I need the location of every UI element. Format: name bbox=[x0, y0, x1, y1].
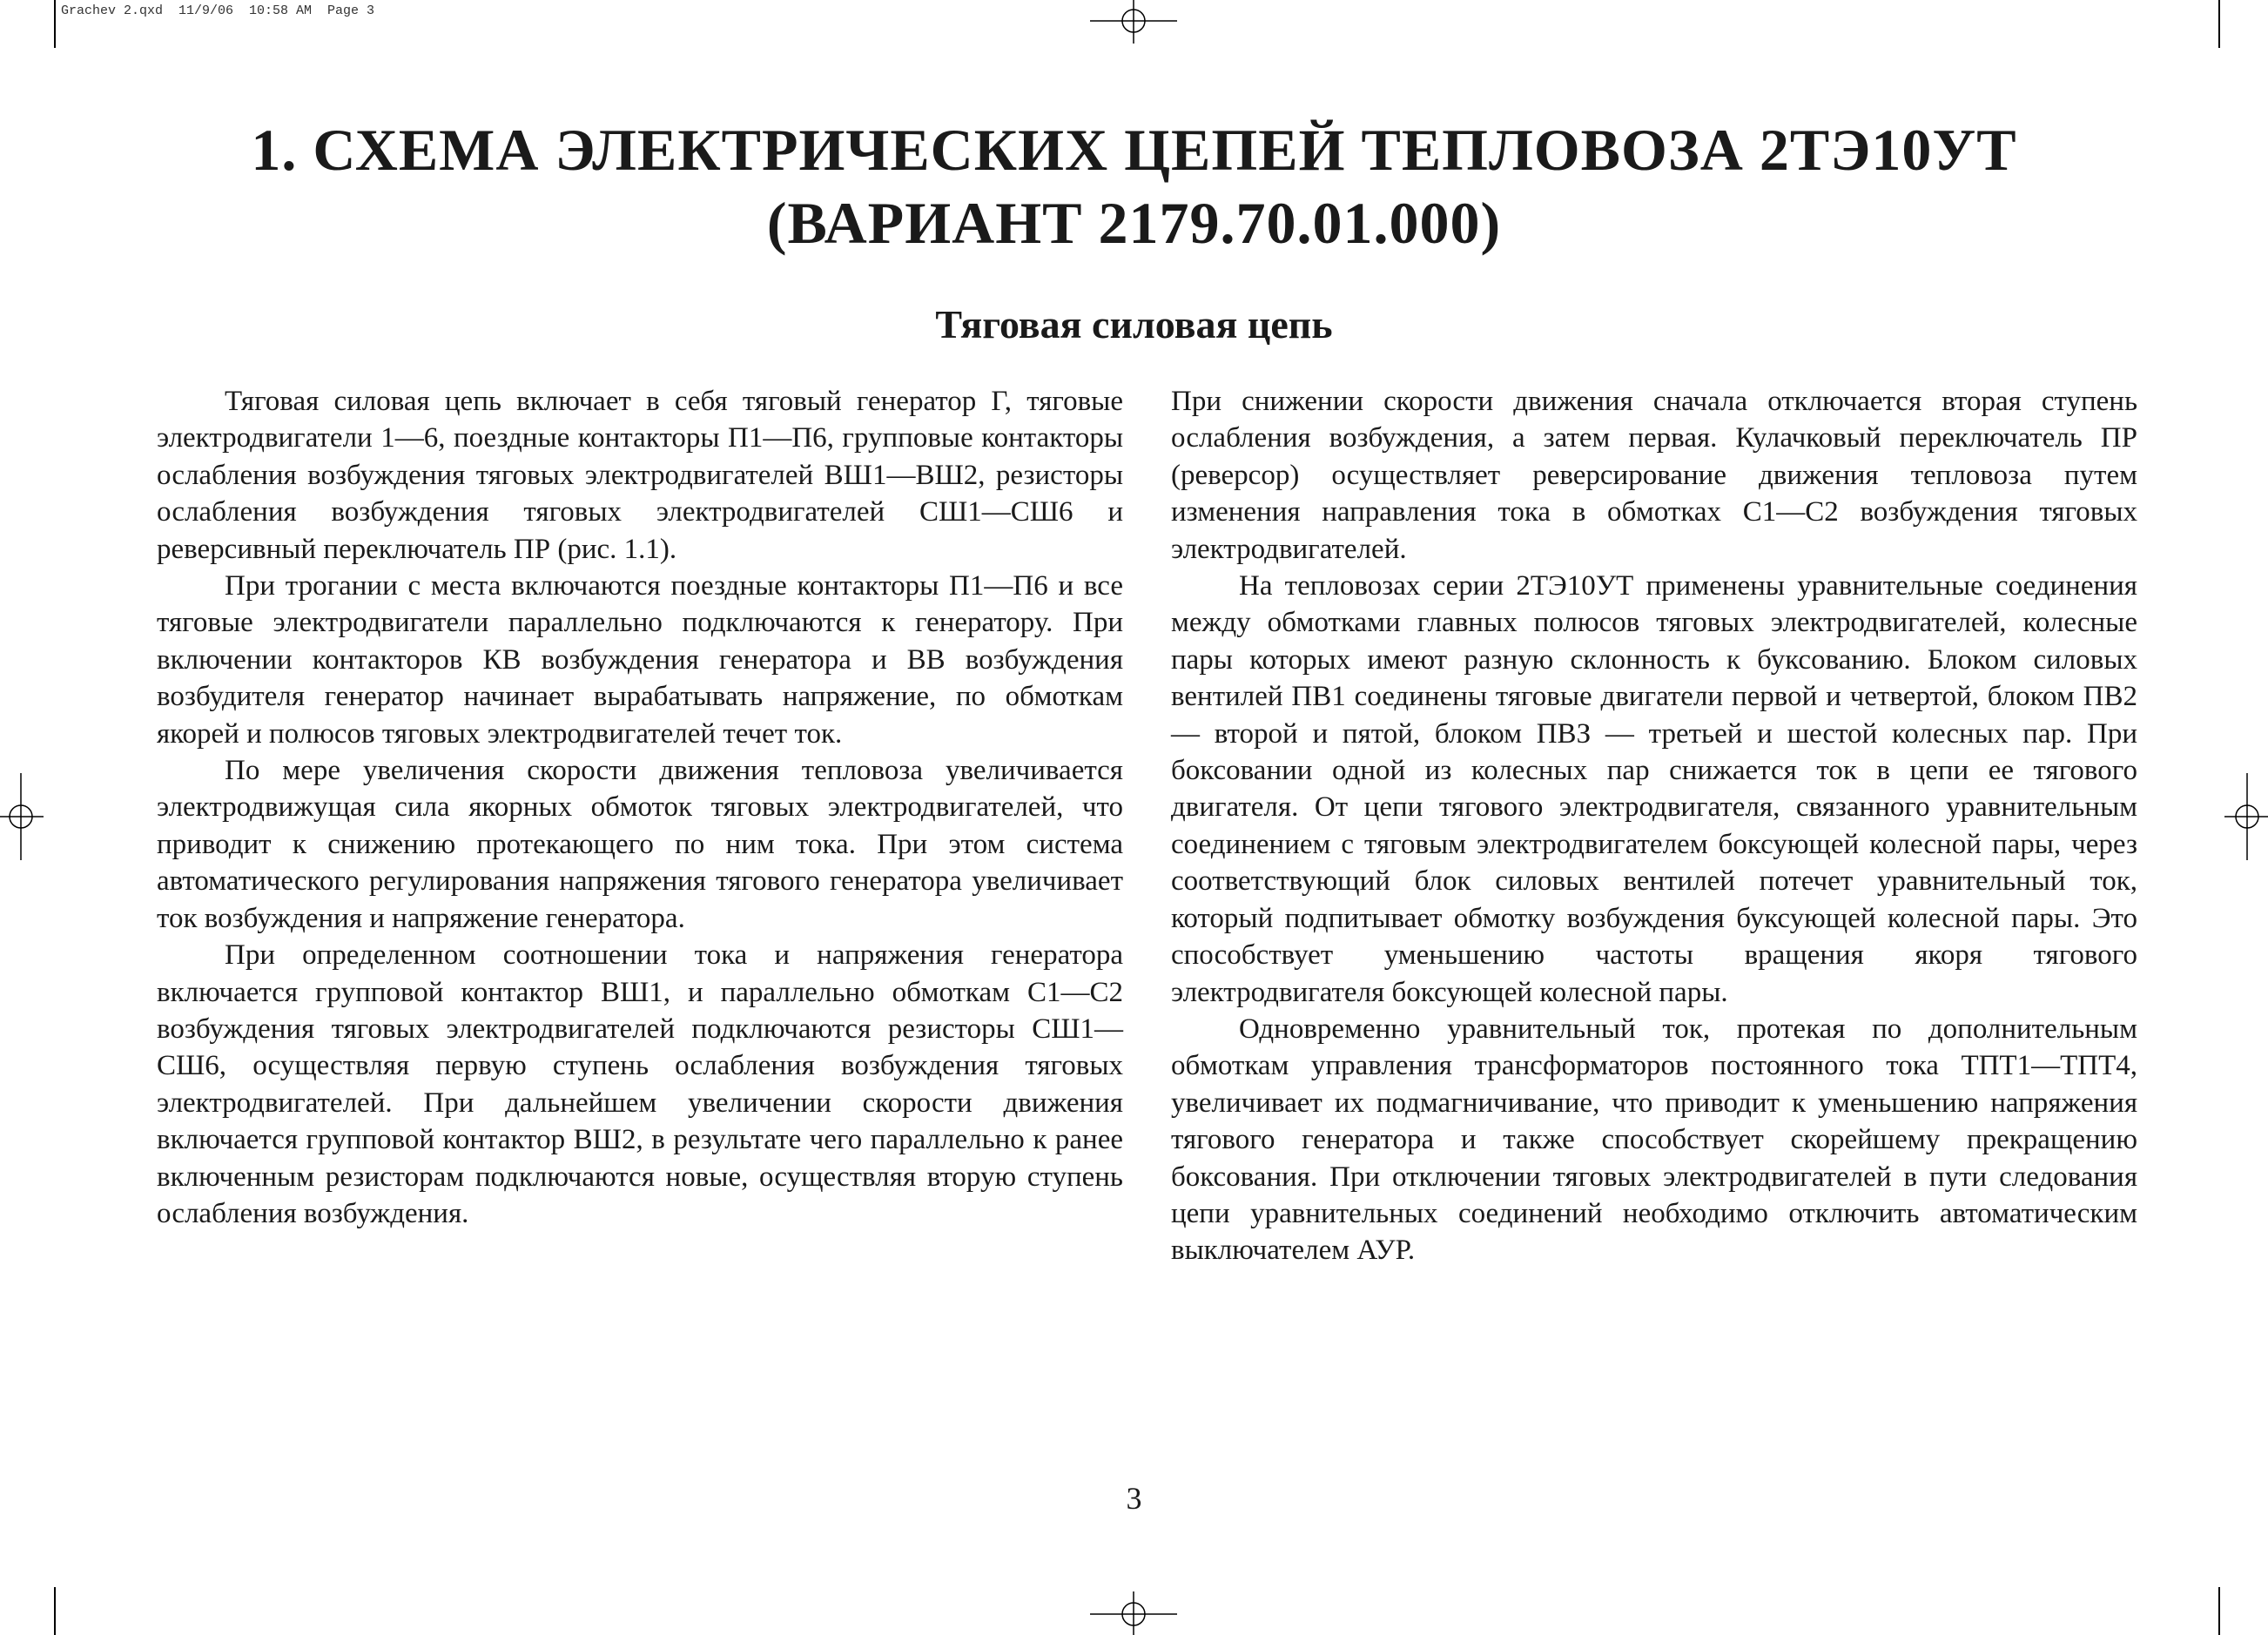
registration-mark-top-icon bbox=[1090, 0, 1177, 44]
registration-mark-right-icon bbox=[2224, 773, 2268, 860]
crop-mark-top-right bbox=[2218, 0, 2220, 48]
paragraph: По мере увеличения скорости движения тепловоза увеличивается электродвижущая сила якорных обмоток тяговых электродвигателей, что приводит к снижению протекающего по ним тока. При этом система автоматического регулирования напряжения тягового генератора увеличивает ток возбуждения и напряжение генератора. bbox=[157, 755, 1123, 934]
left-text-column bbox=[157, 383, 1123, 1232]
chapter-title bbox=[0, 113, 2268, 259]
crop-mark-top-left bbox=[54, 0, 56, 48]
right-text-column bbox=[1171, 383, 2137, 1269]
paragraph: Одновременно уравнительный ток, протекая по дополнительным обмоткам управления трансформаторов постоянного тока ТПТ1—ТПТ4, увеличивает их подмагничивание, что приводит к уменьшению напряжения тягового генератора и также способствует скорейшему прекращению боксования. При отключении тяговых электродвигателей в пути следования цепи уравнительных соединений необходимо отключить автоматическим выключателем АУР. bbox=[1171, 1013, 2137, 1267]
section-title: Тяговая силовая цепь bbox=[935, 302, 1333, 347]
chapter-title-line-1: 1. СХЕМА ЭЛЕКТРИЧЕСКИХ ЦЕПЕЙ ТЕПЛОВОЗА 2ТЭ10УТ bbox=[251, 117, 2017, 183]
chapter-title-line-2: (ВАРИАНТ 2179.70.01.000) bbox=[766, 190, 1502, 256]
registration-mark-left-icon bbox=[0, 773, 44, 860]
print-slug: Grachev 2.qxd 11/9/06 10:58 AM Page 3 bbox=[61, 3, 375, 18]
crop-mark-bottom-right bbox=[2218, 1587, 2220, 1635]
paragraph: На тепловозах серии 2ТЭ10УТ применены уравнительные соединения между обмотками главных полюсов тяговых электродвигателей, колесные пары которых имеют разную склонность к буксованию. Блоком силовых вентилей ПВ1 соединены тяговые двигатели первой и четвертой, блоком ПВ2 — второй и пятой, блоком ПВЗ — третьей и шестой колесных пар. При боксовании одной из колесных пар снижается ток в цепи ее тягового двигателя. От цепи тягового электродвигателя, связанного уравнительным соединением с тяговым электродвигателем боксующей колесной пары, через соответствующий блок силовых вентилей потечет уравнительный ток, который подпитывает обмотку возбуждения буксующей колесной пары. Это способствует уменьшению частоты вращения якоря тягового электродвигателя боксующей колесной пары. bbox=[1171, 570, 2137, 1008]
paragraph: При определенном соотношении тока и напряжения генератора включается групповой контактор ВШ1, и параллельно обмоткам С1—С2 возбуждения тяговых электродвигателей подключаются резисторы СШ1—СШ6, осуществляя первую ступень ослабления возбуждения тяговых электродвигателей. При дальнейшем увеличении скорости движения включается групповой контактор ВШ2, в результате чего параллельно к ранее включенным резисторам подключаются новые, осуществляя вторую ступень ослабления возбуждения. bbox=[157, 939, 1123, 1229]
paragraph: Тяговая силовая цепь включает в себя тяговый генератор Г, тяговые электродвигатели 1—6, поездные контакторы П1—П6, групповые контакторы ослабления возбуждения тяговых электродвигателей ВШ1—ВШ2, резисторы ослабления возбуждения тяговых электродвигателей СШ1—СШ6 и реверсивный переключатель ПР (рис. 1.1). bbox=[157, 386, 1123, 565]
registration-mark-bottom-icon bbox=[1090, 1591, 1177, 1635]
page-number: 3 bbox=[1126, 1481, 1142, 1516]
paragraph: При снижении скорости движения сначала отключается вторая ступень ослабления возбуждения, а затем первая. Кулачковый переключатель ПР (реверсор) осуществляет реверсирование движения тепловоза путем изменения направления тока в обмотках С1—С2 возбуждения тяговых электродвигателей. bbox=[1171, 386, 2137, 565]
crop-mark-bottom-left bbox=[54, 1587, 56, 1635]
paragraph: При трогании с места включаются поездные контакторы П1—П6 и все тяговые электродвигатели параллельно подключаются к генератору. При включении контакторов КВ возбуждения генератора и ВВ возбуждения возбудителя генератор начинает вырабатывать напряжение, по обмоткам якорей и полюсов тяговых электродвигателей течет ток. bbox=[157, 570, 1123, 750]
